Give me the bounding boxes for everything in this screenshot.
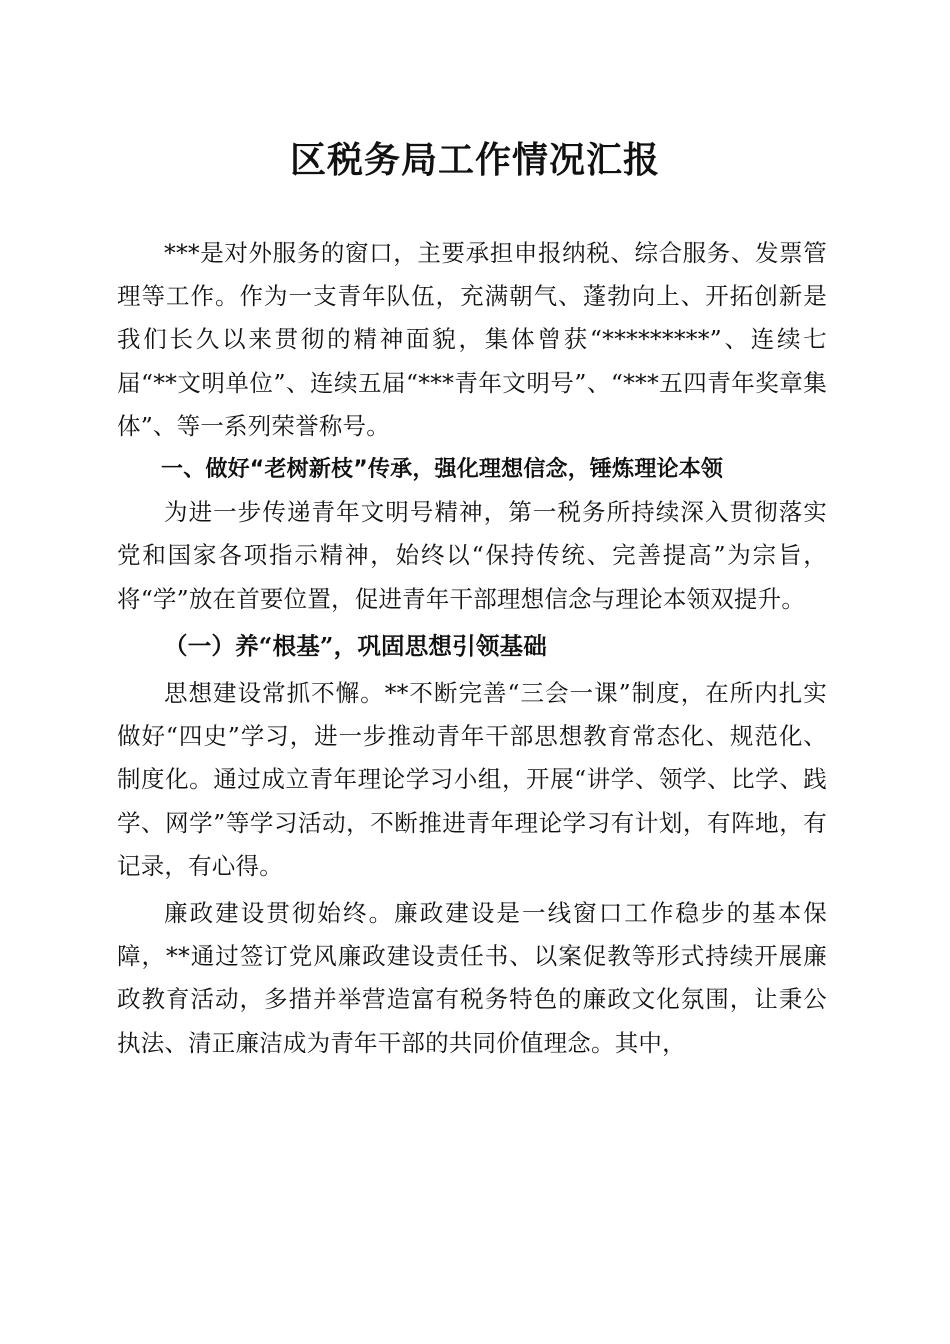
subsection-1-paragraph-2: 廉政建设贯彻始终。廉政建设是一线窗口工作稳步的基本保障，**通过签订党风廉政建设责任书、以案促教等形式持续开展廉政教育活动，多措并举营造富有税务特色的廉政文化氛围，让秉公执法、清正廉洁成为青年干部的共同价值理念。其中， <box>117 899 827 1057</box>
intro-paragraph: ***是对外服务的窗口，主要承担申报纳税、综合服务、发票管理等工作。作为一支青年队伍，充满朝气、蓬勃向上、开拓创新是我们长久以来贯彻的精神面貌，集体曾获“*********”、连续七届“**文明单位”、连续五届“***青年文明号”、“***五四青年奖章集体”、等一系列荣誉称号。 <box>117 239 827 440</box>
subsection-heading-1: （一）养“根基”，巩固思想引领基础 <box>164 631 547 660</box>
document-title: 区税务局工作情况汇报 <box>289 139 660 181</box>
subsection-1-paragraph-1: 思想建设常抓不懈。**不断完善“三会一课”制度，在所内扎实做好“四史”学习，进一步推动青年干部思想教育常态化、规范化、制度化。通过成立青年理论学习小组，开展“讲学、领学、比学、践学、网学”等学习活动，不断推进青年理论学习有计划，有阵地，有记录，有心得。 <box>117 679 827 880</box>
section-heading-1: 一、做好“老树新枝”传承，强化理想信念，锤炼理论本领 <box>161 457 724 483</box>
document-body <box>117 232 827 1065</box>
section-1-paragraph: 为进一步传递青年文明号精神，第一税务所持续深入贯彻落实党和国家各项指示精神，始终以“保持传统、完善提高”为宗旨，将“学”放在首要位置，促进青年干部理想信念与理论本领双提升。 <box>117 498 827 613</box>
